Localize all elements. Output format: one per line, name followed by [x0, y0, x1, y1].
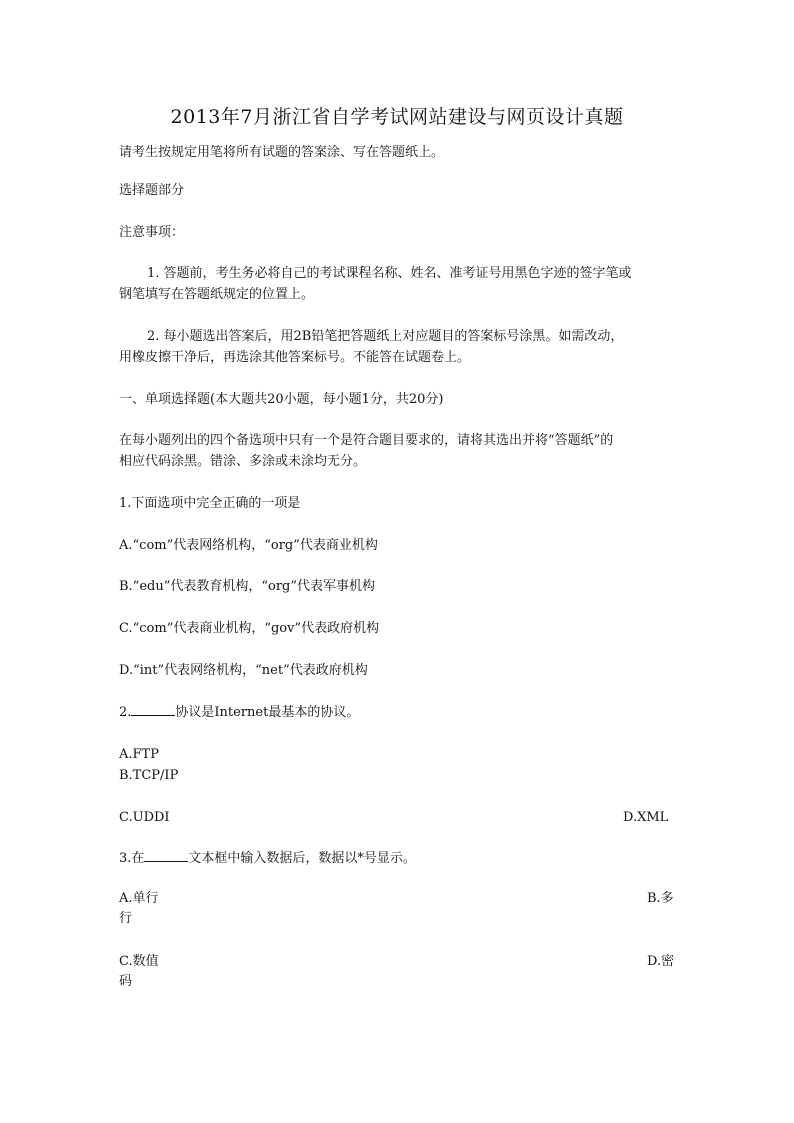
- notice-heading: 注意事项：: [119, 225, 185, 240]
- q2-option-b: B.TCP/IP: [119, 768, 179, 783]
- q2-option-a: A.FTP: [119, 747, 159, 762]
- q2-stem-prefix: 2.: [119, 705, 132, 720]
- notice-1-line-2: 钢笔填写在答题纸规定的位置上。: [119, 287, 315, 302]
- q3-stem-prefix: 3.在: [119, 851, 145, 866]
- section-choice-heading: 选择题部分: [119, 183, 185, 198]
- notice-2-line-1: 2. 每小题选出答案后，用2B铅笔把答题纸上对应题目的答案标号涂黑。如需改动，: [147, 329, 624, 344]
- page-title: 2013年7月浙江省自学考试网站建设与网页设计真题: [170, 106, 624, 128]
- part1-heading: 一、单项选择题(本大题共20小题，每小题1分，共20分): [119, 392, 444, 407]
- q3-option-d-part1: D.密: [647, 954, 675, 969]
- q1-option-b: B.“edu”代表教育机构，“org”代表军事机构: [119, 579, 376, 594]
- q3-blank: [144, 849, 188, 862]
- part1-desc-line-1: 在每小题列出的四个备选项中只有一个是符合题目要求的，请将其选出并将“答题纸”的: [119, 433, 614, 448]
- notice-1-line-1: 1. 答题前，考生务必将自己的考试课程名称、姓名、准考证号用黑色字迹的签字笔或: [147, 266, 632, 281]
- q3-option-c: C.数值: [119, 954, 159, 969]
- q2-stem: [119, 703, 359, 723]
- q1-option-a: A.“com”代表网络机构，“org”代表商业机构: [119, 538, 378, 553]
- q1-option-c: C.“com”代表商业机构，“gov”代表政府机构: [119, 621, 380, 636]
- q2-option-d: D.XML: [623, 810, 669, 825]
- q3-stem: [119, 849, 416, 869]
- q2-option-c: C.UDDI: [119, 810, 170, 825]
- q1-stem: 1.下面选项中完全正确的一项是: [119, 496, 301, 511]
- q3-option-a: A.单行: [119, 891, 159, 906]
- q3-stem-suffix: 文本框中输入数据后，数据以*号显示。: [188, 851, 416, 866]
- q1-option-d: D.“int”代表网络机构，“net”代表政府机构: [119, 663, 368, 678]
- q3-option-b-part1: B.多: [647, 891, 674, 906]
- q2-blank: [131, 703, 175, 716]
- intro-text: 请考生按规定用笔将所有试题的答案涂、写在答题纸上。: [119, 145, 445, 160]
- notice-2-line-2: 用橡皮擦干净后，再选涂其他答案标号。不能答在试题卷上。: [119, 350, 471, 365]
- q3-option-d-part2: 码: [119, 974, 133, 989]
- q2-stem-suffix: 协议是Internet最基本的协议。: [175, 705, 360, 720]
- q3-option-b-part2: 行: [119, 911, 133, 926]
- part1-desc-line-2: 相应代码涂黑。错涂、多涂或未涂均无分。: [119, 454, 367, 469]
